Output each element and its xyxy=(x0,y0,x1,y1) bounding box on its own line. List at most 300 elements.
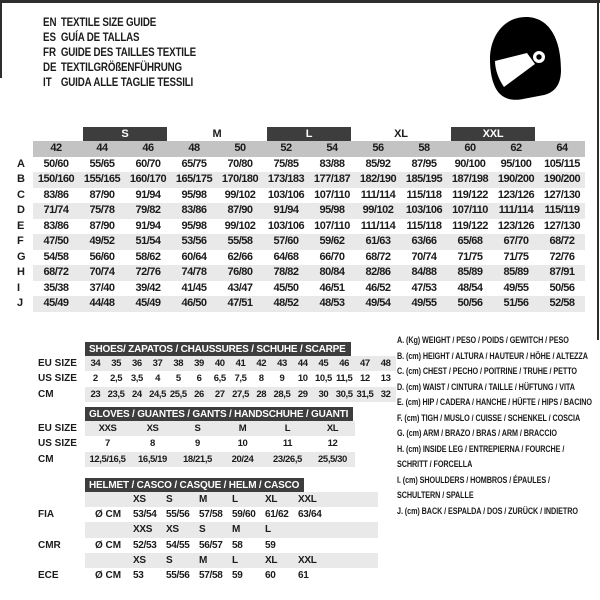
size-band-slot xyxy=(355,127,447,141)
size-value: 53/56 xyxy=(171,234,217,250)
size-band-xxl: XXL xyxy=(451,127,535,141)
helmet-size-value: 54/55 xyxy=(166,539,190,551)
clothing-row-c xyxy=(15,188,585,204)
size-value: 177/187 xyxy=(309,172,355,188)
size-value: 95/98 xyxy=(309,203,355,219)
size-value: 74/78 xyxy=(171,265,217,281)
size-value: 71/74 xyxy=(33,203,79,219)
size-value: 23 xyxy=(90,388,101,400)
row-label: CM xyxy=(38,388,54,400)
unit-label: Ø CM xyxy=(95,508,122,520)
helmet-size-value: 61/62 xyxy=(265,508,289,520)
row-label: US SIZE xyxy=(38,438,77,449)
size-value: 80/84 xyxy=(309,265,355,281)
size-value: 16,5/19 xyxy=(138,453,167,465)
size-value: 83/86 xyxy=(43,188,69,201)
size-value: 45/49 xyxy=(33,296,79,312)
size-value: 24 xyxy=(131,388,142,400)
legend-item-b: B. (cm) HEIGHT / ALTURA / HAUTEUR / HÖHE / ALTEZZA xyxy=(397,350,588,362)
size-value: 87/95 xyxy=(411,157,437,170)
row-cells xyxy=(85,492,378,507)
size-band-slot xyxy=(79,127,171,141)
size-value: 75/78 xyxy=(79,203,125,219)
size-value: 25,5/30 xyxy=(318,453,347,465)
size-value: 72/76 xyxy=(549,250,575,263)
size-value: 103/106 xyxy=(401,203,447,219)
size-value: 49/55 xyxy=(401,296,447,312)
size-value: XXS xyxy=(98,422,117,434)
size-value: 29 xyxy=(297,388,308,400)
size-value: 23/26,5 xyxy=(273,453,302,465)
clothing-size-table xyxy=(15,127,585,312)
gloves-title: GLOVES / GUANTES / GANTS / HANDSCHUHE / GUANTI xyxy=(85,407,353,423)
row-label: J xyxy=(17,297,24,309)
size-value: 43 xyxy=(277,357,287,369)
helmet-value-row-cmr xyxy=(14,538,414,553)
size-value: 107/110 xyxy=(447,203,493,219)
size-value: S xyxy=(194,422,201,434)
size-value: 49/54 xyxy=(355,296,401,312)
size-value: 123/126 xyxy=(497,219,535,232)
gloves-title-row xyxy=(85,405,414,421)
size-value: 10,5 xyxy=(315,373,332,384)
standard-label: ECE xyxy=(38,570,59,582)
row-cells xyxy=(85,436,355,452)
column-header-44: 44 xyxy=(79,141,125,157)
size-value: 5 xyxy=(175,373,181,384)
gloves-row-cm xyxy=(14,452,414,468)
size-value: 45/49 xyxy=(125,296,171,312)
size-value: 105/115 xyxy=(544,157,580,170)
row-label: I xyxy=(17,281,21,294)
helmet-size-header-row-ece xyxy=(14,553,414,568)
clothing-row-a xyxy=(15,157,585,173)
size-value: 38 xyxy=(173,357,184,369)
size-value: 99/102 xyxy=(224,219,256,232)
shoes-size-table xyxy=(14,340,414,402)
language-list xyxy=(43,16,196,91)
legend-item-f: F. (cm) TIGH / MUSLO / CUISSE / SCHENKEL / COSCIA xyxy=(397,412,581,424)
clothing-row-g xyxy=(15,250,585,266)
row-cells xyxy=(85,522,378,537)
size-value: 70/74 xyxy=(411,250,437,263)
size-value: 95/100 xyxy=(500,157,532,170)
helmet-size-value: 55/56 xyxy=(166,570,190,582)
size-value: 20/24 xyxy=(231,453,254,465)
column-header-48: 48 xyxy=(171,141,217,157)
size-value: 27,5 xyxy=(232,388,249,400)
helmet-size-value: 61 xyxy=(298,570,309,582)
row-cells xyxy=(85,553,378,568)
size-value: 2 xyxy=(92,373,98,384)
row-cells xyxy=(85,507,378,522)
legend-item-g: G. (cm) ARM / BRAZO / BRAS / ARM / BRACCIO xyxy=(397,428,557,439)
language-row-fr xyxy=(43,46,196,61)
size-value: 75/85 xyxy=(273,157,299,170)
row-label: B xyxy=(17,173,25,185)
size-value: 55/65 xyxy=(89,157,115,170)
shoes-title-row xyxy=(85,340,414,356)
size-value: 91/94 xyxy=(135,219,161,232)
shoes-row-eu-size xyxy=(14,356,414,372)
size-value: 111/114 xyxy=(360,219,396,232)
size-value: 12 xyxy=(360,373,370,384)
column-header-58: 58 xyxy=(401,141,447,157)
row-cells xyxy=(85,421,355,437)
size-value: 79/82 xyxy=(125,203,171,219)
size-band-m: M xyxy=(212,128,222,140)
unit-label: Ø CM xyxy=(95,539,122,551)
language-code: IT xyxy=(43,77,52,89)
size-value: 49/55 xyxy=(503,281,529,294)
size-value: 91/94 xyxy=(263,203,309,219)
language-row-de xyxy=(43,61,196,76)
helmet-size-label: L xyxy=(265,524,271,536)
size-value: 59/62 xyxy=(309,234,355,250)
size-value: 47/50 xyxy=(33,234,79,250)
helmet-size-value: 55/56 xyxy=(166,508,190,520)
unit-spacer xyxy=(85,522,133,537)
column-header-62: 62 xyxy=(493,141,539,157)
size-value: 60/70 xyxy=(135,157,161,170)
gloves-rows xyxy=(14,421,414,468)
size-value: 127/130 xyxy=(543,219,581,232)
unit-label: Ø CM xyxy=(95,570,122,582)
size-value: 47 xyxy=(360,357,370,369)
helmet-title: HELMET / CASCO / CASQUE / HELM / CASCO xyxy=(85,478,304,494)
size-value: 111/114 xyxy=(360,188,396,201)
standard-label: FIA xyxy=(38,508,55,520)
language-code: FR xyxy=(43,47,57,59)
band-spacer-right xyxy=(539,127,585,141)
language-row-it xyxy=(43,76,196,91)
size-value: 190/200 xyxy=(539,172,585,188)
size-value: 85/92 xyxy=(365,157,391,170)
size-value: 6,5 xyxy=(213,373,226,384)
helmet-size-label: S xyxy=(166,555,173,567)
size-value: 70/74 xyxy=(79,265,125,281)
size-value: 160/170 xyxy=(125,172,171,188)
size-value: 58/62 xyxy=(135,250,161,263)
size-value: 115/118 xyxy=(406,219,442,232)
size-value: 62/66 xyxy=(227,250,253,263)
size-value: 47/53 xyxy=(411,281,437,294)
size-value: 39 xyxy=(194,357,204,369)
row-label: F xyxy=(17,235,24,247)
column-header-52: 52 xyxy=(263,141,309,157)
helmet-size-label: XL xyxy=(265,555,278,567)
helmet-size-label: M xyxy=(199,555,208,567)
size-value: 103/106 xyxy=(267,219,305,232)
legend-item-c: C. (cm) CHEST / PECHO / POITRINE / TRUHE / PETTO xyxy=(397,366,577,377)
row-label: D xyxy=(17,204,25,216)
helmet-size-value: 59 xyxy=(232,570,243,582)
size-value: 84/88 xyxy=(401,265,447,281)
language-title: GUIDA ALLE TAGLIE TESSILI xyxy=(60,77,194,89)
size-value: L xyxy=(284,422,291,434)
size-value: 83/86 xyxy=(43,219,69,232)
helmet-size-value: 60 xyxy=(265,570,276,582)
legend-item-a: A. (Kg) WEIGHT / PESO / POIDS / GEWITCH / PESO xyxy=(397,335,569,346)
column-header-64: 64 xyxy=(539,141,585,157)
size-value: 10 xyxy=(237,438,248,449)
size-value: 28 xyxy=(256,388,267,400)
legend-item-h: H. (cm) INSIDE LEG / ENTREPIERNA / FOURCHE / SCHRITT / FORCELLA xyxy=(397,443,565,470)
helmet-rows xyxy=(14,492,414,584)
size-value: 50/60 xyxy=(43,157,69,170)
column-header-46: 46 xyxy=(125,141,171,157)
size-value: 123/126 xyxy=(497,188,535,201)
row-label: EU SIZE xyxy=(38,422,77,434)
size-value: 165/175 xyxy=(171,172,217,188)
row-cells xyxy=(85,538,378,553)
row-label: E xyxy=(17,219,25,232)
language-row-en xyxy=(43,16,196,31)
shoes-row-cm xyxy=(14,387,414,403)
frame-border-top xyxy=(0,0,600,3)
language-row-es xyxy=(43,31,196,46)
row-label: C xyxy=(17,188,25,201)
gloves-size-table xyxy=(14,405,414,467)
size-value: 56/60 xyxy=(89,250,115,263)
helmet-size-label: XL xyxy=(265,493,278,505)
gloves-row-us-size xyxy=(14,436,414,452)
size-value: 99/102 xyxy=(355,203,401,219)
size-value: 44/48 xyxy=(79,296,125,312)
size-value: 87/90 xyxy=(89,219,115,232)
size-value: 71/75 xyxy=(457,250,483,263)
size-value: 61/63 xyxy=(355,234,401,250)
size-value: 23,5 xyxy=(107,388,125,400)
size-value: 67/70 xyxy=(493,234,539,250)
size-value: 42 xyxy=(256,357,267,369)
size-value: 48/54 xyxy=(457,281,483,294)
shoes-rows xyxy=(14,356,414,403)
size-value: 36 xyxy=(131,357,142,369)
size-value: 45/50 xyxy=(273,281,299,294)
legend-item-e: E. (cm) HIP / CADERA / HANCHE / HÜFTE / HIPS / BACINO xyxy=(397,397,592,408)
frame-border-right xyxy=(597,0,599,340)
legend-item-d: D. (cm) WAIST / CINTURA / TAILLE / HÜFTUNG / VITA xyxy=(397,381,575,393)
size-value: 48/52 xyxy=(263,296,309,312)
row-label: H xyxy=(17,266,25,278)
band-spacer-left xyxy=(15,127,79,141)
helmet-size-label: M xyxy=(199,493,208,505)
clothing-row-b xyxy=(15,172,585,188)
size-value: 26 xyxy=(194,388,204,400)
size-value: 24,5 xyxy=(149,388,167,400)
clothing-row-j xyxy=(15,296,585,312)
size-band-s: S xyxy=(83,127,167,141)
size-band-xl: XL xyxy=(394,128,408,140)
size-value: 185/195 xyxy=(401,172,447,188)
helmet-size-value: 59 xyxy=(265,539,276,551)
size-value: XL xyxy=(326,422,339,434)
row-cells xyxy=(85,387,396,403)
size-value: 90/100 xyxy=(454,157,486,170)
size-value: 87/90 xyxy=(89,188,115,201)
size-value: 107/110 xyxy=(314,219,350,232)
helmet-size-value: 57/58 xyxy=(199,508,223,520)
language-code: EN xyxy=(43,17,57,29)
helmet-size-label: M xyxy=(232,524,241,536)
row-cells xyxy=(85,568,378,583)
column-header-row xyxy=(15,141,585,157)
helmet-size-header-row-cmr xyxy=(14,522,414,537)
size-value: 39/42 xyxy=(135,281,161,294)
size-value: 85/89 xyxy=(447,265,493,281)
helmet-size-value: 57/58 xyxy=(199,570,223,582)
size-value: M xyxy=(238,422,247,434)
size-value: 6 xyxy=(196,373,202,384)
size-value: 46 xyxy=(339,357,350,369)
helmet-title-row xyxy=(85,476,414,492)
legend-item-j: J. (cm) BACK / ESPALDA / DOS / ZURÜCK / INDIETRO xyxy=(397,505,578,517)
size-value: 50/56 xyxy=(447,296,493,312)
racing-helmet-icon xyxy=(481,15,567,103)
helmet-value-row-ece xyxy=(14,568,414,583)
row-label: US SIZE xyxy=(38,373,77,384)
size-value: 18/21,5 xyxy=(183,453,212,465)
size-value: 35 xyxy=(111,357,121,369)
size-value: 66/70 xyxy=(319,250,345,263)
column-header-54: 54 xyxy=(309,141,355,157)
size-value: 35/38 xyxy=(43,281,69,294)
clothing-row-h xyxy=(15,265,585,281)
size-value: 31,5 xyxy=(356,388,374,400)
size-value: 7 xyxy=(105,438,110,449)
size-value: 87/90 xyxy=(217,203,263,219)
size-value: 68/72 xyxy=(539,234,585,250)
size-value: 3,5 xyxy=(130,373,143,384)
size-value: XS xyxy=(146,422,159,434)
size-value: 83/86 xyxy=(171,203,217,219)
size-value: 127/130 xyxy=(543,188,581,201)
column-header-56: 56 xyxy=(355,141,401,157)
size-value: 51/54 xyxy=(125,234,171,250)
helmet-size-value: 53/54 xyxy=(133,508,157,520)
column-header-50: 50 xyxy=(217,141,263,157)
clothing-row-f xyxy=(15,234,585,250)
size-value: 11 xyxy=(282,438,293,449)
helmet-size-value: 59/60 xyxy=(232,508,256,520)
size-value: 34 xyxy=(90,357,101,369)
helmet-size-label xyxy=(298,522,331,537)
size-band-l: L xyxy=(267,127,351,141)
size-value: 51/56 xyxy=(493,296,539,312)
size-value: 46/50 xyxy=(171,296,217,312)
size-value: 111/114 xyxy=(493,203,539,219)
size-value: 2,5 xyxy=(110,373,123,384)
size-value: 83/88 xyxy=(319,157,345,170)
size-value: 40 xyxy=(214,357,225,369)
size-value: 44 xyxy=(297,357,308,369)
clothing-row-i xyxy=(15,281,585,297)
size-band-row xyxy=(15,127,585,141)
helmet-size-label: L xyxy=(232,555,238,567)
helmet-size-header-row-fia xyxy=(14,492,414,507)
helmet-size-value: 58 xyxy=(232,539,243,551)
language-code: ES xyxy=(43,32,57,44)
clothing-row-e xyxy=(15,219,585,235)
size-value: 55/58 xyxy=(217,234,263,250)
row-cells xyxy=(85,371,396,387)
row-label: EU SIZE xyxy=(38,357,77,369)
helmet-size-label: XS xyxy=(133,555,146,567)
size-value: 87/91 xyxy=(539,265,585,281)
size-value: 115/118 xyxy=(406,188,442,201)
helmet-size-value: 63/64 xyxy=(298,508,322,520)
row-label-spacer xyxy=(14,492,85,507)
size-value: 65/68 xyxy=(447,234,493,250)
size-value: 103/106 xyxy=(267,188,305,201)
size-value: 60/64 xyxy=(181,250,207,263)
size-value: 155/165 xyxy=(79,172,125,188)
helmet-size-label: S xyxy=(166,493,173,505)
helmet-size-label: XS xyxy=(133,493,146,505)
language-title: TEXTILGRÖßENFÜHRUNG xyxy=(60,62,182,74)
size-value: 82/86 xyxy=(355,265,401,281)
frame-border-left xyxy=(0,0,2,78)
size-value: 41/45 xyxy=(181,281,207,294)
size-value: 63/66 xyxy=(401,234,447,250)
size-value: 25,5 xyxy=(169,388,187,400)
size-value: 50/56 xyxy=(549,281,575,294)
size-value: 68/72 xyxy=(33,265,79,281)
size-value: 119/122 xyxy=(452,188,488,201)
size-value: 9 xyxy=(279,373,285,384)
size-value: 30 xyxy=(318,388,329,400)
size-value: 12,5/16,5 xyxy=(89,453,126,465)
size-value: 70/80 xyxy=(227,157,253,170)
size-value: 48/53 xyxy=(309,296,355,312)
size-value: 28,5 xyxy=(273,388,291,400)
size-value: 10 xyxy=(297,373,308,384)
row-label: CM xyxy=(38,453,54,465)
language-code: DE xyxy=(43,62,57,74)
helmet-size-label: XXL xyxy=(298,555,317,567)
size-value: 37/40 xyxy=(89,281,115,294)
size-value: 91/94 xyxy=(135,188,161,201)
column-header-60: 60 xyxy=(447,141,493,157)
row-label-spacer xyxy=(14,553,85,568)
size-value: 72/76 xyxy=(125,265,171,281)
size-value: 4 xyxy=(155,373,161,384)
size-value: 47/51 xyxy=(217,296,263,312)
shoes-title: SHOES/ ZAPATOS / CHAUSSURES / SCHUHE / SCARPE xyxy=(85,342,351,358)
size-value: 54/58 xyxy=(43,250,69,263)
row-label-spacer xyxy=(14,522,85,537)
size-band-slot xyxy=(447,127,539,141)
size-value: 115/119 xyxy=(539,203,585,219)
helmet-size-label: XS xyxy=(166,524,179,536)
language-title: TEXTILE SIZE GUIDE xyxy=(60,17,157,29)
helmet-size-value: 53 xyxy=(133,570,144,582)
size-value: 182/190 xyxy=(355,172,401,188)
helmet-value-row-fia xyxy=(14,507,414,522)
measurement-legend xyxy=(397,333,595,519)
helmet-size-table xyxy=(14,476,414,584)
size-value: 45 xyxy=(318,357,329,369)
helmet-size-label: XXS xyxy=(133,524,153,536)
size-value: 11,5 xyxy=(335,373,353,384)
size-value: 27 xyxy=(214,388,225,400)
unit-spacer xyxy=(85,492,133,507)
size-value: 99/102 xyxy=(224,188,256,201)
column-header-42: 42 xyxy=(33,141,79,157)
size-value: 30,5 xyxy=(335,388,353,400)
size-value: 46/51 xyxy=(319,281,345,294)
